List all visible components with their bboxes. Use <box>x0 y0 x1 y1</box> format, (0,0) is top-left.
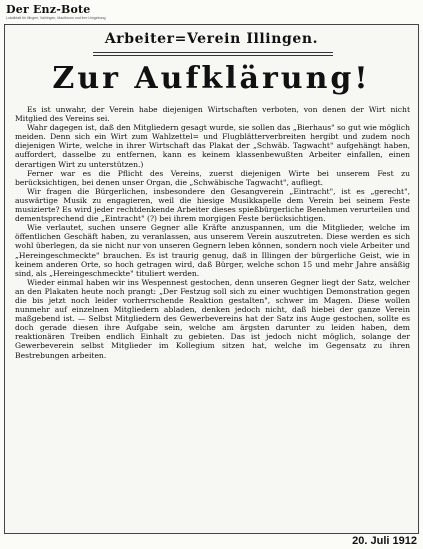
masthead-subtitle: Lokalblatt für Illingen, Vaihingen, Maulbronn und ihre Umgebung <box>6 16 106 20</box>
publication-date: 20. Juli 1912 <box>352 535 417 547</box>
masthead-title: Der Enz-Bote <box>6 3 91 16</box>
divider-rule <box>93 52 333 53</box>
article-body <box>15 105 410 360</box>
article-frame <box>4 24 419 534</box>
paragraph: Wir fragen die Bürgerlichen, insbesondere den Gesangverein „Eintracht", ist es „gerecht", auswärtige Musik zu engagieren, weil die hiesige Musikkapelle dem Verein bei seinem Feste musizierte? Es wird jeder rechtdenkende Arbeiter dieses spießbürgerliche Benehmen verurteilen und dementsprechend die „Eintracht" (?) bei ihrem morgigen Feste berücksichtigen. <box>15 186 410 224</box>
paragraph: Wahr dagegen ist, daß den Mitgliedern gesagt wurde, sie sollen das „Bierhaus" so gut wie möglich meiden. Denn sich ein Wirt zum Wahlzettel= und Flugblätterverbreiten hergibt und zudem noch diejenigen Wirte, welche in ihrer Wirtschaft das Plakat der „Schwäb. Tagwacht" aufgehängt haben, auffordert, dasselbe zu entfernen, kann es keinem klassenbewußten Arbeiter einfallen, einen derartigen Wirt zu unterstützen.) <box>15 123 410 169</box>
paragraph: Ferner war es die Pflicht des Vereins, zuerst diejenigen Wirte bei unserem Fest zu berücksichtigen, bei denen unser Organ, die „Schwäbische Tagwacht", aufliegt. <box>15 168 410 187</box>
masthead <box>6 4 146 22</box>
association-heading: Arbeiter=Verein Illingen. <box>104 31 319 47</box>
divider-rule <box>93 55 333 56</box>
article-title: Zur Aufklärung! <box>52 61 371 96</box>
paragraph: Es ist unwahr, der Verein habe diejenigen Wirtschaften verboten, von denen der Wirt nicht Mitglied des Vereins sei. <box>15 105 410 124</box>
paragraph: Wie verlautet, suchen unsere Gegner alle Kräfte anzuspannen, um die Mitglieder, welche im öffentlichen Geschäft haben, zu veranlassen, aus unserem Verein auszutreten. Diese werden es sich wohl überlegen, da sie nicht nur von unseren Gegnern leben können, sondern noch viele Arbeiter und „Hereingeschmeckte" brauchen. Es ist traurig genug, daß in Illingen der bürgerliche Geist, wie in keinem anderen Orte, so hoch getragen wird, daß Bürger, welche schon 15 und mehr Jahre ansäßig sind, als „Hereingeschmeckte" tituliert werden. <box>15 223 410 278</box>
paragraph: Wieder einmal haben wir ins Wespennest gestochen, denn unseren Gegner liegt der Satz, welcher an den Plakaten heute noch prangt: „Der Festzug soll sich zu einer wuchtigen Demonstration gegen die bis jetzt noch leider vorherrschende Reaktion gestalten", schwer im Magen. Diese wollen nunmehr auf einzelnen Mitgliedern abladen, denken jedoch nicht, daß hiebei der ganze Verein maßgebend ist. — Selbst Mitgliedern des Gewerbevereins hat der Satz ins Auge gestochen, sollte es doch gerade diesen ihre Aufgabe sein, welche am ärgsten darunter zu leiden haben, dem reaktionären Treiben endlich Einhalt zu gebieten. Das ist jedoch nicht möglich, solange der Gewerbeverein selbst Mitglieder im Kollegium sitzen hat, welche im Gegensatz zu ihren Bestrebungen arbeiten. <box>15 277 410 360</box>
